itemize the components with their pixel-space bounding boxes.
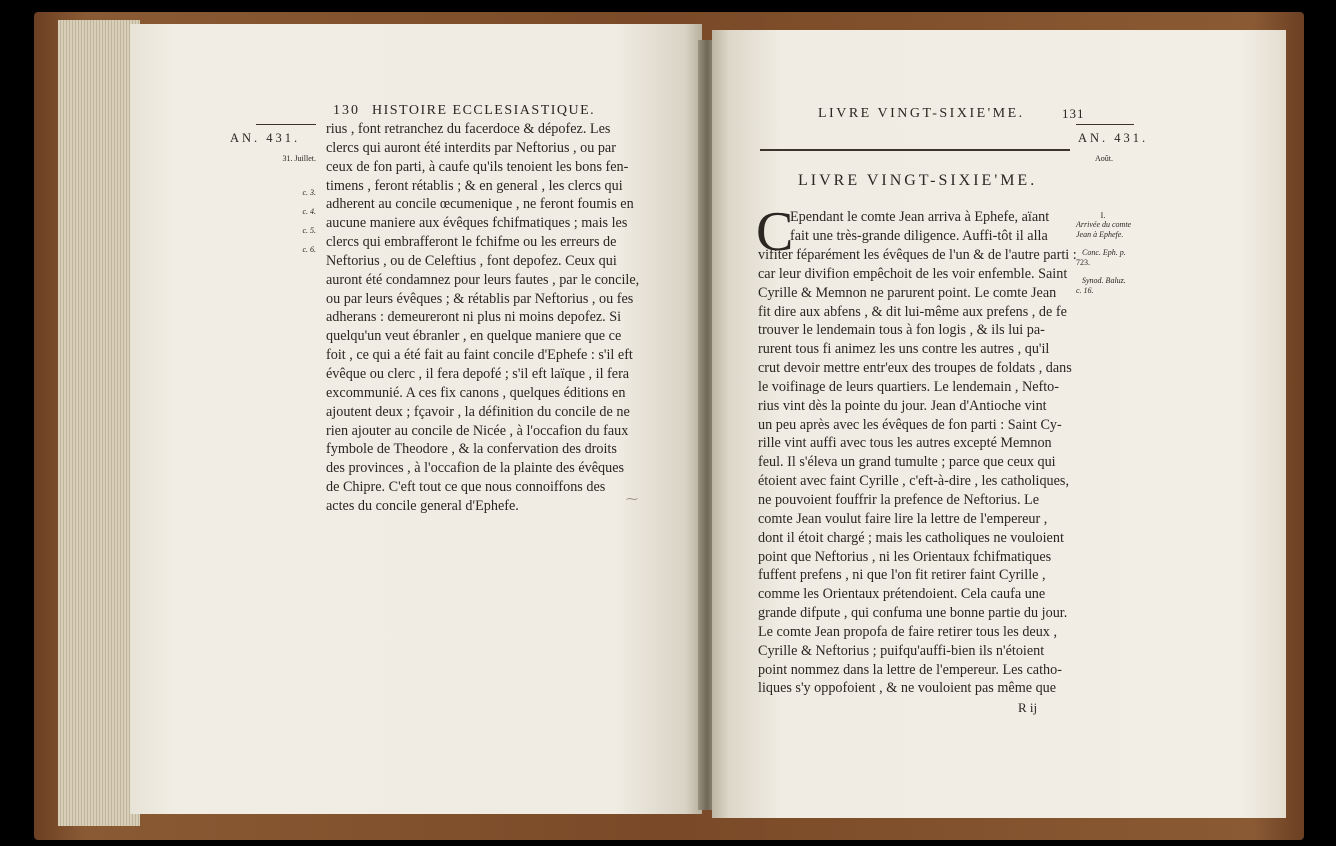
- left-running-head: HISTOIRE ECCLESIASTIQUE.: [372, 103, 596, 118]
- right-margin-rule: [1076, 124, 1134, 125]
- text-line: rius vint dès la pointe du jour. Jean d'Antioche vint: [758, 397, 1047, 414]
- text-line: Le comte Jean propofa de faire retirer tous les deux ,: [758, 623, 1057, 640]
- text-line: auront été condamnez pour leurs fautes , par le concile,: [326, 271, 640, 288]
- left-margin-rule: [256, 124, 316, 125]
- text-line: le voifinage de leurs quartiers. Le lendemain , Nefto-: [758, 378, 1059, 395]
- margin-ref: Synod. Baluz.: [1082, 276, 1126, 285]
- text-line: fait une très-grande diligence. Auffi-tôt il alla: [790, 227, 1048, 244]
- text-line: dont il étoit chargé ; mais les catholiques ne vouloient: [758, 529, 1064, 546]
- text-line: un peu après avec les évêques de fon parti : Saint Cy-: [758, 416, 1062, 433]
- text-line: liques s'y oppofoient , & ne vouloient pas même que: [758, 680, 1057, 697]
- margin-ref: c. 16.: [1076, 286, 1094, 295]
- text-line: ceux de fon parti, à caufe qu'ils tenoient les bons fen-: [326, 158, 629, 175]
- text-line: évêque ou clerc , il fera depofé ; s'il eft laïque , il fera: [326, 365, 630, 382]
- text-line: actes du concile general d'Ephefe.: [326, 497, 519, 514]
- text-line: ajoutent deux ; fçavoir , la définition du concile de ne: [326, 403, 630, 420]
- text-line: trouver le lendemain tous à fon logis , & ils lui pa-: [758, 322, 1045, 339]
- left-page-number: 130: [333, 103, 360, 118]
- text-line: de Chipre. C'eft tout ce que nous connoiffons des: [326, 479, 606, 496]
- text-line: rurent tous fi animez les uns contre les autres , qu'il: [758, 341, 1050, 358]
- left-body-text: [326, 120, 639, 516]
- text-line: rien ajouter au concile de Nicée , à l'occafion du faux: [326, 422, 629, 439]
- text-line: car leur divifion empêchoit de les voir enfemble. Saint: [758, 265, 1068, 282]
- text-line: adherans : demeureront ni plus ni moins depofez. Si: [326, 309, 622, 326]
- text-line: foit , ce qui a été fait au faint concile d'Ephefe : s'il eft: [326, 347, 633, 364]
- text-line: Cyrille & Memnon ne parurent point. Le comte Jean: [758, 284, 1057, 301]
- right-page-number: 131: [1062, 106, 1085, 121]
- text-line: ou par leurs évêques ; & rétablis par Neftorius , ou fes: [326, 290, 634, 307]
- text-line: Neftorius , ou de Celeftius , font depofez. Ceux qui: [326, 252, 617, 269]
- left-margin-ref: c. 4.: [302, 207, 316, 216]
- left-margin-year: AN. 431.: [230, 131, 301, 145]
- text-line: clercs qui auront été interdits par Neftorius , ou par: [326, 139, 616, 156]
- text-line: rille vint auffi avec tous les autres excepté Memnon: [758, 435, 1052, 452]
- text-line: Ependant le comte Jean arriva à Ephefe, aïant: [790, 209, 1050, 225]
- text-line: fit dire aux abfens , & dit lui-même aux prefens , de fe: [758, 303, 1067, 320]
- margin-ref: 723.: [1076, 258, 1090, 267]
- left-margin-date: 31. Juillet.: [282, 154, 316, 163]
- signature-mark: R ij: [1018, 700, 1038, 715]
- text-line: ne pouvoient fouffrir la prefence de Neftorius. Le: [758, 491, 1040, 508]
- left-margin-ref: c. 5.: [302, 226, 316, 235]
- left-margin-ref: c. 6.: [302, 245, 316, 254]
- right-margin-date: Août.: [1095, 154, 1113, 163]
- text-line: timens , feront rétablis ; & en general , les clercs qui: [326, 177, 623, 194]
- text-line: excommunié. A ces fix canons , quelques éditions en: [326, 384, 626, 401]
- text-line: comme les Orientaux prétendoient. Cela caufa une: [758, 586, 1046, 603]
- left-margin-ref: c. 3.: [302, 188, 316, 197]
- margin-note-number: I.: [1100, 211, 1106, 220]
- text-line: rius , font retranchez du facerdoce & dépofez. Les: [326, 121, 611, 137]
- right-margin-year: AN. 431.: [1078, 131, 1149, 145]
- text-line: feul. Il s'éleva un grand tumulte ; parce que ceux qui: [758, 454, 1056, 471]
- text-line: quelqu'un veut ébranler , en quelque maniere que ce: [326, 328, 622, 345]
- text-line: Cyrille & Neftorius ; puifqu'auffi-bien ils n'étoient: [758, 642, 1045, 659]
- text-line: fuffent prefens , ni que l'on fit retirer faint Cyrille ,: [758, 567, 1046, 584]
- text-line: étoient avec faint Cyrille , c'eft-à-dire , les catholiques,: [758, 473, 1070, 490]
- text-line: clercs qui embrafferont le fchifme ou les erreurs de: [326, 234, 617, 251]
- text-line: aucune maniere aux évêques fchifmatiques ; mais les: [326, 215, 628, 232]
- margin-note-line: Arrivée du comte: [1076, 220, 1132, 229]
- text-line: fymbole de Theodore , & la confervation des droits: [326, 441, 617, 458]
- right-body-text-top: [790, 208, 1049, 246]
- page-edges: [58, 20, 140, 826]
- text-line: grande difpute , qui confuma une bonne partie du jour.: [758, 605, 1068, 622]
- right-body-text: [758, 246, 1077, 698]
- text-line: point que Neftorius , ni les Orientaux fchifmatiques: [758, 548, 1052, 565]
- text-line: comte Jean voulut faire lire la lettre de l'empereur ,: [758, 510, 1048, 527]
- text-line: des provinces , à l'occafion de la plainte des évêques: [326, 460, 625, 477]
- right-running-head: LIVRE VINGT-SIXIE'ME.: [818, 106, 1025, 121]
- text-line: vifiter féparément les évêques de l'un & de l'autre parti :: [758, 247, 1077, 263]
- drop-cap: C: [756, 201, 794, 263]
- end-flourish: ⁓: [626, 492, 638, 506]
- chapter-title: LIVRE VINGT-SIXIE'ME.: [798, 172, 1038, 189]
- text-line: adherent au concile œcumenique , ne feront foumis en: [326, 196, 634, 213]
- text-line: crut devoir mettre entr'eux des troupes de foldats , dans: [758, 360, 1072, 377]
- margin-ref: Conc. Eph. p.: [1082, 248, 1126, 257]
- text-line: point nommez dans la lettre de l'empereur. Les catho-: [758, 661, 1062, 678]
- margin-note-line: Jean à Ephefe.: [1076, 230, 1124, 239]
- chapter-rule: [760, 149, 1070, 151]
